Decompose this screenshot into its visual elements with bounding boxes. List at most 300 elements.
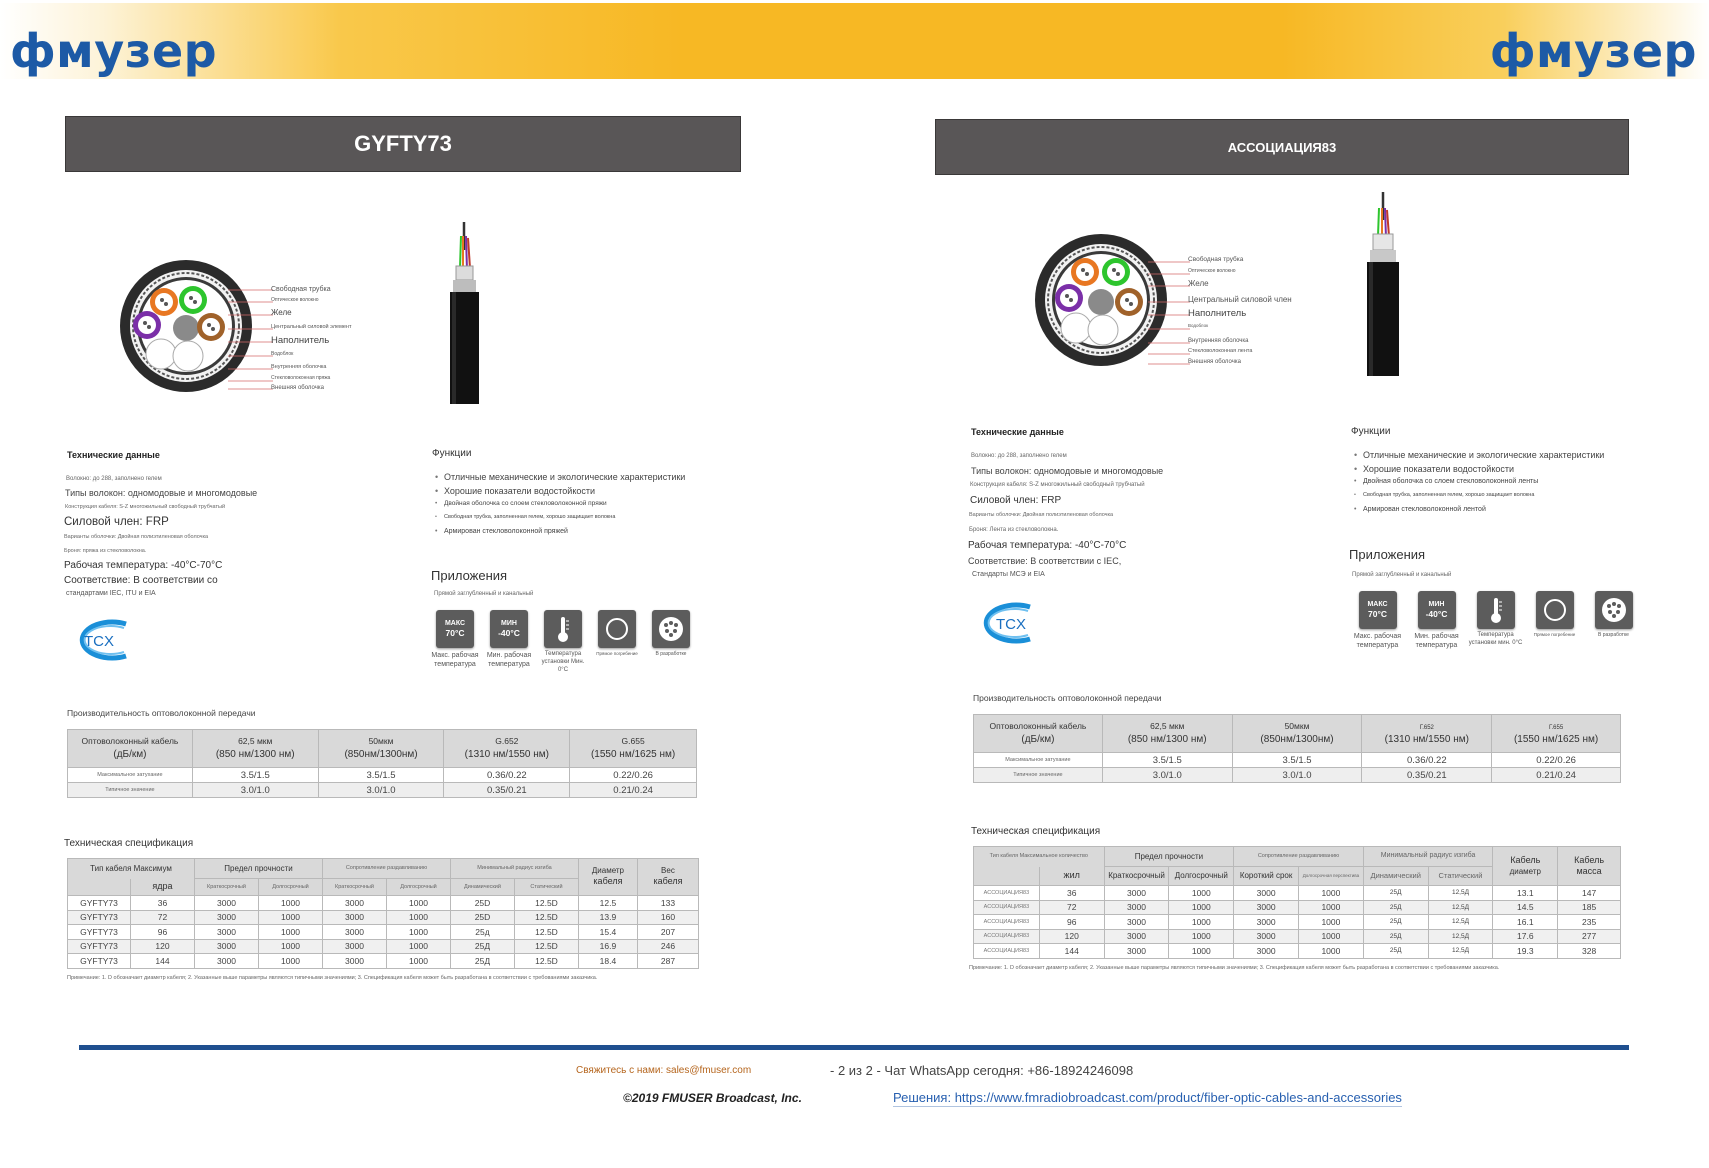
- icon-caption: Прямое погребение: [596, 651, 638, 656]
- solutions-link[interactable]: Решения: https://www.fmradiobroadcast.com/product/fiber-optic-cables-and-accessories: [893, 1090, 1402, 1105]
- tech-line: Конструкция кабеля: S-Z многожильный свободный трубчатый: [65, 504, 226, 510]
- icon-value: 70°C: [1368, 608, 1387, 619]
- right-app-subheading: Прямой заглубленный и канальный: [1352, 572, 1452, 578]
- diagram-label: Внутренняя оболочка: [1188, 338, 1249, 344]
- diagram-label: Свободная трубка: [271, 286, 331, 293]
- icon-label: МАКС: [444, 619, 466, 627]
- whatsapp-contact[interactable]: - 2 из 2 - Чат WhatsApp сегодня: +86-18924246098: [830, 1063, 1134, 1078]
- spec-cell: 25Д: [1363, 929, 1428, 944]
- circle-glyph: [1542, 597, 1568, 623]
- perf-header-text: Оптоволоконный кабель: [81, 736, 179, 747]
- table-row: [68, 768, 697, 783]
- perf-header: [974, 715, 1103, 753]
- left-title-bar: [65, 116, 741, 172]
- spec-subheader: Долгосрочный: [258, 879, 322, 896]
- left-spec-heading: Техническая спецификация: [64, 838, 194, 849]
- icon-caption: Макс. рабочая температура: [431, 652, 479, 669]
- spec-cell: 3000: [1234, 929, 1299, 944]
- feature-item: • Двойная оболочка со слоем стекловолоконной ленты: [1354, 478, 1604, 492]
- spec-subheader: Статический: [1428, 867, 1493, 886]
- perf-header-unit: (дБ/км): [1021, 733, 1055, 745]
- spec-header-tensile: Предел прочности: [194, 859, 322, 879]
- perf-header-text: 50мкм: [368, 736, 394, 747]
- perf-cell: Типичное значение: [974, 768, 1103, 783]
- spec-cell: 3000: [1104, 886, 1169, 901]
- spec-subheader: Статический: [514, 879, 578, 896]
- spec-cell: 14.5: [1493, 900, 1558, 915]
- contact-email-link[interactable]: Свяжитесь с нами: sales@fmuser.com: [576, 1065, 752, 1076]
- diagram-label: Внешняя оболочка: [271, 385, 324, 391]
- spec-cell: 1000: [1169, 900, 1234, 915]
- diagram-label: Внутренняя оболочка: [271, 364, 327, 370]
- icon-caption: Макс. рабочая температура: [1353, 633, 1402, 650]
- spec-header-type: Тип кабеля Максимальное количество: [974, 847, 1105, 867]
- spec-cell: 12,5Д: [1428, 944, 1493, 959]
- diagram-label: Оптическое волокно: [1188, 268, 1236, 274]
- right-tcx-logo: [970, 601, 1036, 645]
- spec-cell: GYFTY73: [68, 954, 131, 969]
- spec-cell: 133: [637, 896, 698, 911]
- perf-header-unit: (1310 нм/1550 нм): [464, 748, 549, 760]
- spec-cell: 3000: [322, 954, 386, 969]
- spec-header-diameter: [1493, 847, 1558, 886]
- spec-cell: 235: [1558, 915, 1621, 930]
- spec-cell: 3000: [322, 910, 386, 925]
- spec-subheader: жил: [1039, 867, 1104, 886]
- icon-caption: Прямое погребение: [1533, 632, 1576, 637]
- tech-line: Рабочая температура: -40°C-70°C: [968, 540, 1127, 551]
- icon-value: -40°C: [1425, 608, 1448, 619]
- perf-cell: Максимальное затухание: [68, 768, 193, 783]
- icon-caption: Температура установки мин. 0°C: [1468, 632, 1523, 646]
- spec-cell: GYFTY73: [68, 910, 131, 925]
- left-spec-table: [67, 858, 699, 969]
- spec-cell: 1000: [1299, 900, 1364, 915]
- spec-cell: 207: [637, 925, 698, 940]
- table-row: [974, 944, 1621, 959]
- connector-glyph: [656, 614, 686, 644]
- spec-subheader: Долгосрочная перспектива: [1299, 867, 1364, 886]
- left-product-title: GYFTY73: [354, 131, 452, 156]
- spec-cell: 120: [130, 939, 194, 954]
- spec-cell: 3000: [1104, 915, 1169, 930]
- perf-header-text: Оптоволоконный кабель: [989, 721, 1087, 732]
- table-row: [974, 768, 1621, 783]
- spec-cell: 16.1: [1493, 915, 1558, 930]
- table-row: [68, 954, 699, 969]
- perf-header-unit: (850 нм/1300 нм): [1127, 733, 1207, 745]
- diagram-label: Водоблок: [271, 351, 294, 357]
- perf-cell: 0.36/0.22: [1362, 753, 1492, 768]
- perf-header: [1492, 715, 1621, 753]
- spec-cell: 12,5Д: [1428, 915, 1493, 930]
- spec-cell: 287: [637, 954, 698, 969]
- left-tcx-logo: [66, 618, 132, 662]
- spec-cell: 1000: [1299, 944, 1364, 959]
- perf-cell: 3.0/1.0: [1232, 768, 1362, 783]
- spec-subheader: Короткий срок: [1234, 867, 1299, 886]
- right-app-icons: [1348, 591, 1643, 650]
- right-spec-table: [973, 846, 1621, 959]
- spec-header-diameter: [578, 859, 637, 896]
- icon-value: -40°C: [498, 627, 520, 638]
- perf-header: [1362, 715, 1492, 753]
- tech-line: Соответствие: В соответствии со: [64, 575, 218, 586]
- spec-cell: 3000: [1104, 944, 1169, 959]
- perf-cell: 3.5/1.5: [318, 768, 444, 783]
- left-func-heading: Функции: [432, 448, 472, 459]
- max-temp-icon: [1348, 591, 1407, 650]
- feature-item: • Хорошие показатели водостойкости: [435, 486, 685, 500]
- perf-header-text: Г.652: [1419, 725, 1434, 732]
- spec-cell: 96: [130, 925, 194, 940]
- spec-cell: 3000: [1234, 944, 1299, 959]
- spec-header-tensile: Предел прочности: [1104, 847, 1234, 867]
- spec-cell: GYFTY73: [68, 939, 131, 954]
- perf-header-unit: (1310 нм/1550 нм): [1384, 733, 1469, 745]
- spec-cell: 160: [637, 910, 698, 925]
- perf-cell: 0.35/0.21: [1362, 768, 1492, 783]
- tech-line: Соответствие: В соответствии с IEC,: [968, 556, 1122, 566]
- perf-header: [68, 730, 193, 768]
- spec-cell: 3000: [322, 939, 386, 954]
- diagram-label: Водоблок: [1188, 323, 1209, 328]
- copyright-text: ©2019 FMUSER Broadcast, Inc.: [623, 1091, 802, 1105]
- right-tech-heading: Технические данные: [971, 427, 1064, 437]
- icon-caption: Температура установки Мин. 0°C: [541, 651, 585, 673]
- tech-line: Конструкция кабеля: S-Z многожильный свободный трубчатый: [970, 482, 1145, 488]
- tcx-text: TCX: [84, 633, 114, 650]
- spec-cell: 16.9: [578, 939, 637, 954]
- spec-header-text: масса: [1576, 866, 1602, 876]
- tech-line: Варианты оболочки: Двойная полиэтиленовая оболочка: [64, 534, 209, 540]
- spec-cell: 25Д: [1363, 886, 1428, 901]
- spec-cell: 1000: [258, 910, 322, 925]
- spec-header-crush: Сопротивление раздавливанию: [1234, 847, 1364, 867]
- diagram-label: Стекловолоконная пряжа: [271, 375, 331, 381]
- spec-cell: 3000: [194, 896, 258, 911]
- perf-cell: 0.21/0.24: [570, 783, 697, 798]
- spec-header-text: кабеля: [653, 876, 683, 887]
- min-temp-icon: [1407, 591, 1466, 650]
- spec-cell: 120: [1039, 929, 1104, 944]
- feature-item: • Двойная оболочка со слоем стекловолоконной пряжи: [435, 500, 685, 514]
- spec-cell: 13.9: [578, 910, 637, 925]
- spec-cell: 96: [1039, 915, 1104, 930]
- feature-item: • Армирован стекловолоконной лентой: [1354, 506, 1604, 520]
- left-tech-heading: Технические данные: [67, 450, 160, 460]
- circle-glyph: [604, 616, 630, 642]
- spec-cell: 72: [1039, 900, 1104, 915]
- spec-cell: 12,5Д: [1428, 886, 1493, 901]
- spec-cell: 3000: [194, 925, 258, 940]
- spec-header-text: Кабель: [1510, 855, 1541, 866]
- perf-header-text: 62,5 мкм: [238, 736, 273, 747]
- spec-subheader: Краткосрочный: [194, 879, 258, 896]
- perf-cell: 0.22/0.26: [1492, 753, 1621, 768]
- icon-label: МАКС: [1367, 600, 1388, 608]
- right-app-heading: Приложения: [1349, 547, 1426, 562]
- spec-cell: 12.5D: [514, 910, 578, 925]
- diagram-label: Оптическое волокно: [271, 297, 319, 303]
- spec-cell: 3000: [194, 939, 258, 954]
- spec-header-type: Тип кабеля Максимум: [68, 859, 195, 879]
- right-diagram-leader-lines: [1148, 260, 1190, 368]
- icon-caption: Мин. рабочая температура: [1414, 633, 1459, 650]
- spec-subheader: Динамический: [450, 879, 514, 896]
- spec-header-bend: Минимальный радиус изгиба: [1363, 847, 1493, 867]
- table-row: [68, 910, 699, 925]
- perf-cell: 3.5/1.5: [192, 768, 318, 783]
- spec-cell: 13.1: [1493, 886, 1558, 901]
- spec-cell: 25Д: [450, 939, 514, 954]
- perf-header: [1102, 715, 1232, 753]
- spec-cell: АССОЦИАЦИЯ83: [974, 944, 1040, 959]
- fiber-connector-icon: [644, 610, 698, 674]
- spec-cell: 3000: [1234, 886, 1299, 901]
- tech-line: Типы волокон: одномодовые и многомодовые: [971, 466, 1164, 476]
- perf-cell: 0.22/0.26: [570, 768, 697, 783]
- right-perf-table: [973, 714, 1621, 783]
- diagram-label: Наполнитель: [271, 335, 330, 346]
- spec-cell: 25D: [450, 910, 514, 925]
- left-spec-note: Примечание: 1. D обозначает диаметр кабеля; 2. Указанные выше параметры являются типичными значениями; 3. Спецификация кабеля может быть разработана в соответствии с требованиями заказчика.: [67, 975, 598, 981]
- diagram-label: Стекловолоконная лента: [1188, 348, 1253, 354]
- right-title-bar: [935, 119, 1629, 175]
- spec-cell: 1000: [386, 939, 450, 954]
- tech-line: Рабочая температура: -40°C-70°C: [64, 560, 223, 571]
- spec-cell: 1000: [1169, 915, 1234, 930]
- perf-header-unit: (дБ/км): [113, 748, 147, 760]
- spec-cell: 1000: [258, 896, 322, 911]
- perf-cell: Максимальное затухание: [974, 753, 1103, 768]
- spec-cell: 1000: [386, 925, 450, 940]
- spec-cell: 15.4: [578, 925, 637, 940]
- brand-logo-left[interactable]: фмузер: [10, 24, 218, 78]
- tech-line: Варианты оболочки: Двойная полиэтиленовая оболочка: [969, 512, 1114, 518]
- diagram-label: Центральный силовой элемент: [271, 324, 352, 330]
- perf-cell: 0.36/0.22: [444, 768, 570, 783]
- direct-burial-icon: [1525, 591, 1584, 650]
- spec-cell: 12.5D: [514, 954, 578, 969]
- spec-subheader: [974, 867, 1040, 886]
- footer-divider: [79, 1045, 1629, 1050]
- left-app-heading: Приложения: [431, 568, 508, 583]
- thermometer-icon: [1466, 591, 1525, 650]
- table-row: [68, 896, 699, 911]
- spec-cell: 1000: [258, 939, 322, 954]
- spec-cell: 147: [1558, 886, 1621, 901]
- feature-item: • Армирован стекловолоконной пряжей: [435, 528, 685, 542]
- perf-cell: 0.21/0.24: [1492, 768, 1621, 783]
- perf-header: [570, 730, 697, 768]
- spec-cell: 25Д: [1363, 944, 1428, 959]
- spec-cell: 1000: [1299, 915, 1364, 930]
- left-features-list: [435, 472, 685, 542]
- icon-caption: В разработке: [655, 651, 687, 657]
- spec-subheader: Краткосрочный: [1104, 867, 1169, 886]
- tech-line: стандартами IEC, ITU и EIA: [66, 590, 156, 597]
- tech-line: Типы волокон: одномодовые и многомодовые: [65, 488, 258, 498]
- perf-cell: 3.5/1.5: [1232, 753, 1362, 768]
- icon-label: МИН: [1428, 600, 1445, 608]
- spec-cell: 3000: [194, 910, 258, 925]
- perf-cell: 3.5/1.5: [1102, 753, 1232, 768]
- left-perf-table: [67, 729, 697, 798]
- spec-cell: 12,5Д: [1428, 900, 1493, 915]
- spec-subheader: Динамический: [1363, 867, 1428, 886]
- spec-cell: 1000: [386, 954, 450, 969]
- spec-cell: 1000: [258, 925, 322, 940]
- table-row: [974, 915, 1621, 930]
- right-features-list: [1354, 450, 1604, 520]
- spec-cell: 12,5Д: [1428, 929, 1493, 944]
- perf-cell: 3.0/1.0: [192, 783, 318, 798]
- perf-header-unit: (850 нм/1300 нм): [215, 748, 295, 760]
- right-cable-photo: [1363, 190, 1403, 376]
- tech-line: Волокно: до 288, заполнено гелем: [66, 476, 162, 482]
- perf-header-unit: (850нм/1300нм): [344, 748, 418, 760]
- spec-subheader: Долгосрочный: [1169, 867, 1234, 886]
- spec-cell: 144: [130, 954, 194, 969]
- tech-line: Броня: пряжа из стекловолокна.: [64, 548, 147, 554]
- fiber-connector-icon: [1584, 591, 1643, 650]
- table-row: [68, 939, 699, 954]
- spec-cell: 246: [637, 939, 698, 954]
- feature-item: • Свободная трубка, заполненная гелем, хорошо защищает волокна: [435, 514, 685, 528]
- spec-cell: 12.5D: [514, 925, 578, 940]
- spec-cell: 25Д: [1363, 900, 1428, 915]
- table-row: [68, 925, 699, 940]
- spec-subheader: [68, 879, 131, 896]
- icon-caption: В разработке: [1598, 632, 1629, 638]
- tcx-text: TCX: [996, 616, 1026, 633]
- right-spec-note: Примечание: 1. D обозначает диаметр кабеля; 2. Указанные выше параметры являются типичными значениями; 3. Спецификация кабеля может быть разработана в соответствии с требованиями заказчика.: [969, 965, 1500, 971]
- perf-header-unit: (850нм/1300нм): [1260, 733, 1334, 745]
- table-row: [974, 900, 1621, 915]
- perf-header-unit: (1550 нм/1625 нм): [590, 748, 676, 760]
- spec-header-bend: Минимальный радиус изгиба: [450, 859, 578, 879]
- spec-cell: АССОЦИАЦИЯ83: [974, 915, 1040, 930]
- left-perf-heading: Производительность оптоволоконной передачи: [67, 708, 256, 718]
- right-spec-heading: Техническая спецификация: [971, 826, 1101, 837]
- spec-cell: 19.3: [1493, 944, 1558, 959]
- spec-cell: 3000: [194, 954, 258, 969]
- perf-header-text: Г.655: [1548, 725, 1564, 732]
- spec-cell: 17.6: [1493, 929, 1558, 944]
- spec-cell: GYFTY73: [68, 925, 131, 940]
- diagram-label: Наполнитель: [1188, 308, 1247, 319]
- spec-cell: 3000: [322, 896, 386, 911]
- spec-cell: 185: [1558, 900, 1621, 915]
- spec-header-text: Вес: [661, 866, 675, 876]
- perf-header: [1232, 715, 1362, 753]
- right-perf-heading: Производительность оптоволоконной передачи: [973, 693, 1162, 703]
- spec-cell: 3000: [322, 925, 386, 940]
- feature-item: • Хорошие показатели водостойкости: [1354, 464, 1604, 478]
- perf-header-text: G.655: [621, 736, 645, 747]
- direct-burial-icon: [590, 610, 644, 674]
- icon-label: МИН: [501, 619, 517, 627]
- perf-header-text: 50мкм: [1284, 721, 1310, 732]
- spec-cell: 1000: [1169, 929, 1234, 944]
- tech-line: Силовой член: FRP: [64, 516, 169, 528]
- perf-header-text: G.652: [495, 736, 519, 747]
- thermometer-glyph: [554, 615, 572, 643]
- thermometer-glyph: [1487, 596, 1505, 624]
- perf-cell: 3.0/1.0: [1102, 768, 1232, 783]
- tech-line: Силовой член: FRP: [970, 495, 1062, 506]
- spec-header-weight: [1558, 847, 1621, 886]
- feature-item: • Отличные механические и экологические характеристики: [435, 472, 685, 486]
- spec-cell: 1000: [258, 954, 322, 969]
- spec-cell: 1000: [1169, 886, 1234, 901]
- spec-cell: АССОЦИАЦИЯ83: [974, 929, 1040, 944]
- feature-item: • Отличные механические и экологические характеристики: [1354, 450, 1604, 464]
- right-product-title: АССОЦИАЦИЯ83: [1227, 139, 1337, 155]
- table-row: [974, 753, 1621, 768]
- spec-cell: 3000: [1104, 929, 1169, 944]
- spec-cell: 12.5D: [514, 896, 578, 911]
- left-cable-photo: [445, 220, 485, 404]
- spec-header-text: Кабель: [1574, 854, 1605, 865]
- spec-cell: 12.5D: [514, 939, 578, 954]
- diagram-label: Желе: [1188, 279, 1209, 288]
- spec-cell: 36: [130, 896, 194, 911]
- tech-line: Стандарты МСЭ и EIA: [972, 571, 1045, 578]
- perf-header: [192, 730, 318, 768]
- perf-cell: 3.0/1.0: [318, 783, 444, 798]
- perf-header-unit: (1550 нм/1625 нм): [1513, 733, 1599, 745]
- icon-value: 70°C: [445, 627, 465, 638]
- feature-item: • Свободная трубка, заполненная гелем, хорошо защищает волокна: [1354, 492, 1604, 506]
- brand-logo-right[interactable]: фмузер: [1489, 24, 1697, 78]
- spec-cell: GYFTY73: [68, 896, 131, 911]
- connector-glyph: [1599, 595, 1629, 625]
- spec-subheader: Краткосрочный: [322, 879, 386, 896]
- perf-cell: Типичное значение: [68, 783, 193, 798]
- spec-cell: 328: [1558, 944, 1621, 959]
- spec-header-text: Диаметр: [591, 866, 625, 876]
- spec-cell: 3000: [1234, 900, 1299, 915]
- spec-cell: 25Д: [1363, 915, 1428, 930]
- left-app-subheading: Прямой заглубленный и канальный: [434, 591, 534, 597]
- perf-header-text: 62,5 мкм: [1150, 721, 1185, 732]
- spec-cell: 3000: [1234, 915, 1299, 930]
- header-band: [0, 3, 1709, 79]
- diagram-label: Внешняя оболочка: [1188, 359, 1241, 365]
- spec-cell: 1000: [386, 896, 450, 911]
- left-diagram-leader-lines: [228, 288, 273, 396]
- diagram-label: Центральный силовой член: [1188, 295, 1292, 304]
- spec-header-weight: [637, 859, 698, 896]
- spec-subheader: Долгосрочный: [386, 879, 450, 896]
- spec-cell: 1000: [1299, 886, 1364, 901]
- max-temp-icon: [428, 610, 482, 674]
- perf-header: [444, 730, 570, 768]
- thermometer-icon: [536, 610, 590, 674]
- min-temp-icon: [482, 610, 536, 674]
- spec-cell: АССОЦИАЦИЯ83: [974, 886, 1040, 901]
- table-row: [974, 886, 1621, 901]
- table-row: [68, 783, 697, 798]
- spec-cell: 72: [130, 910, 194, 925]
- spec-cell: 144: [1039, 944, 1104, 959]
- spec-cell: 277: [1558, 929, 1621, 944]
- spec-cell: 1000: [1169, 944, 1234, 959]
- tech-line: Волокно: до 288, заполнено гелем: [971, 453, 1067, 459]
- tech-line: Броня: Лента из стекловолокна.: [969, 527, 1059, 533]
